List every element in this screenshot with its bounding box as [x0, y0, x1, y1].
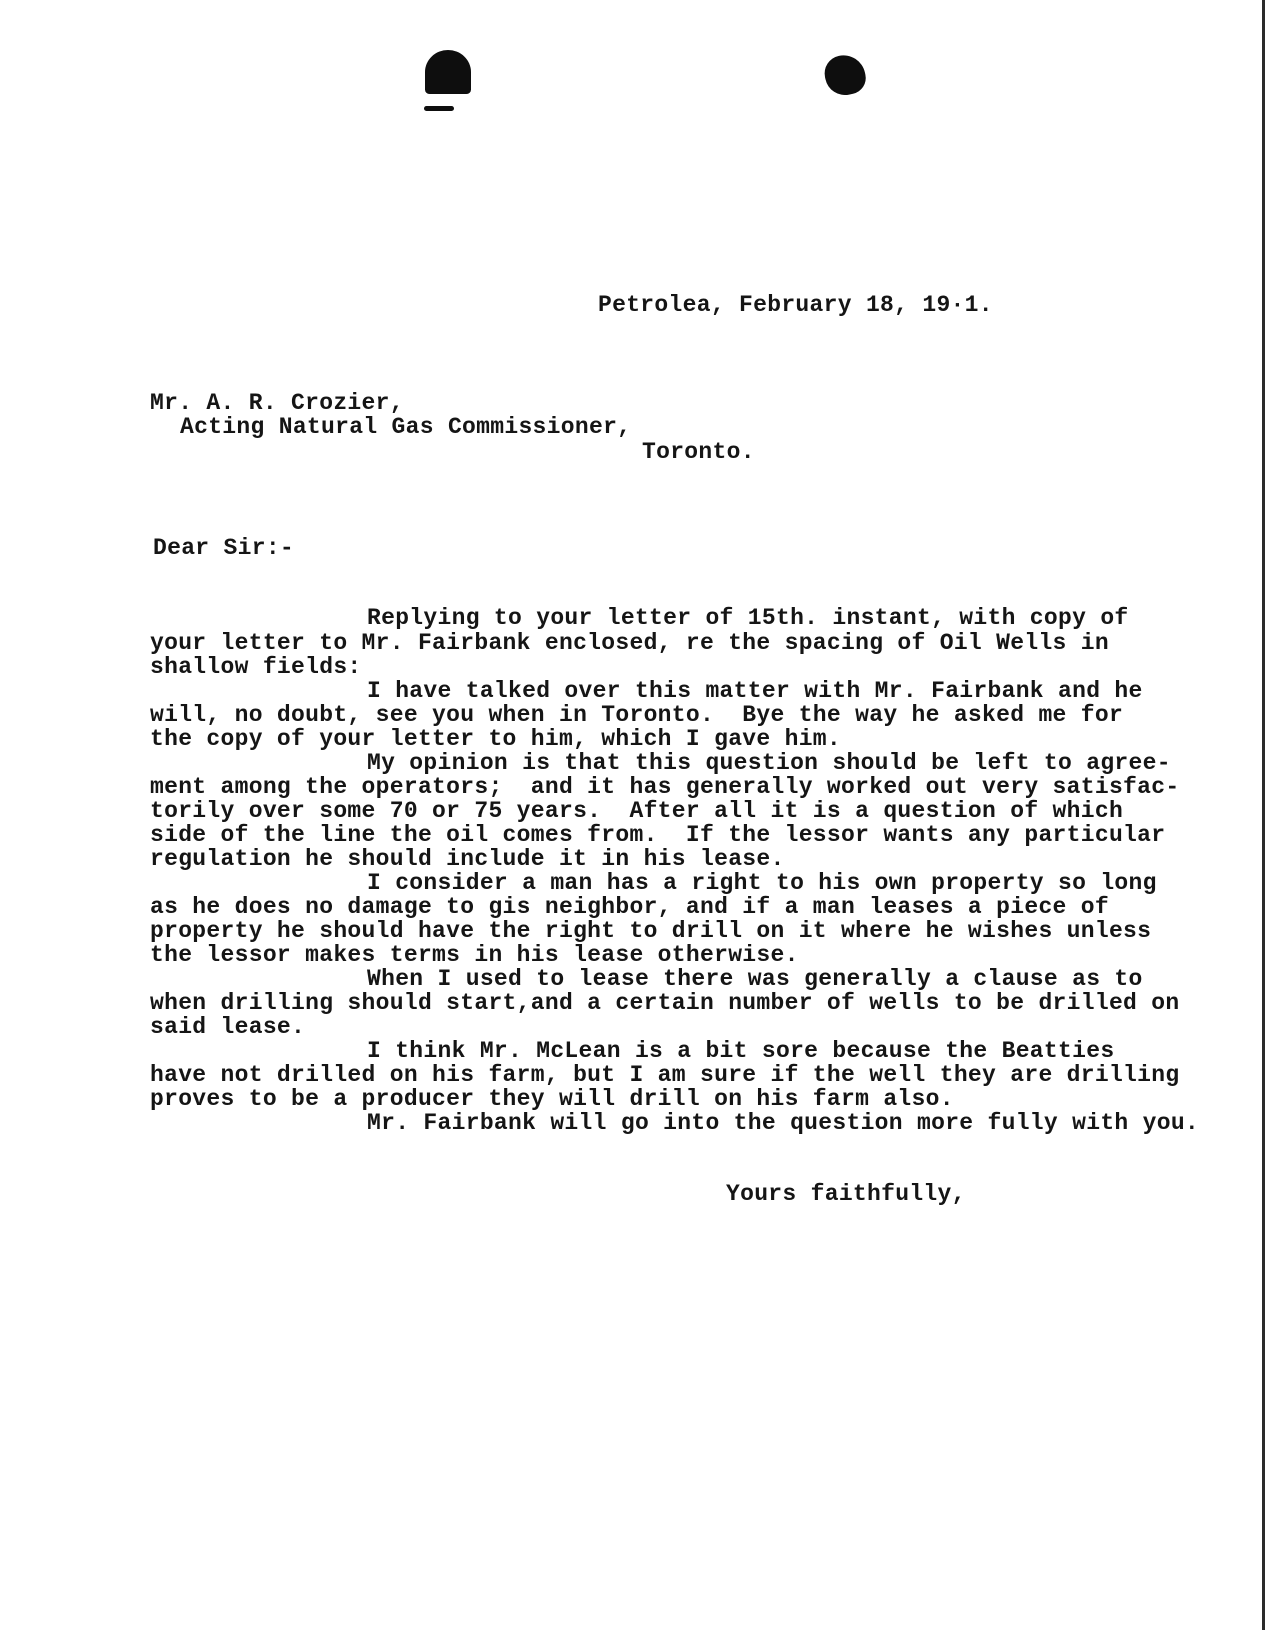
- punch-hole-mark: [424, 106, 454, 111]
- body-line: proves to be a producer they will drill on his farm also.: [150, 1086, 954, 1112]
- recipient-name: Mr. A. R. Crozier,: [150, 390, 404, 416]
- body-line: have not drilled on his farm, but I am sure if the well they are drilling: [150, 1062, 1180, 1088]
- body-line: the copy of your letter to him, which I gave him.: [150, 726, 842, 752]
- closing: Yours faithfully,: [726, 1181, 966, 1207]
- body-line: when drilling should start,and a certain number of wells to be drilled on: [150, 990, 1180, 1016]
- punch-hole-right: [821, 51, 868, 98]
- body-line: as he does no damage to gis neighbor, and if a man leases a piece of: [150, 894, 1109, 920]
- body-line: ment among the operators; and it has generally worked out very satisfac-: [150, 774, 1180, 800]
- body-line: the lessor makes terms in his lease otherwise.: [150, 942, 799, 968]
- body-line: My opinion is that this question should be left to agree-: [367, 750, 1171, 776]
- body-line: torily over some 70 or 75 years. After all it is a question of which: [150, 798, 1124, 824]
- body-line: property he should have the right to drill on it where he wishes unless: [150, 918, 1152, 944]
- recipient-city: Toronto.: [642, 439, 755, 465]
- body-line: said lease.: [150, 1014, 306, 1040]
- body-line: regulation he should include it in his lease.: [150, 846, 785, 872]
- body-line: shallow fields:: [150, 654, 362, 680]
- body-line: side of the line the oil comes from. If the lessor wants any particular: [150, 822, 1166, 848]
- body-line: Mr. Fairbank will go into the question more fully with you.: [367, 1110, 1200, 1136]
- body-line: When I used to lease there was generally a clause as to: [367, 966, 1143, 992]
- body-line: will, no doubt, see you when in Toronto. Bye the way he asked me for: [150, 702, 1124, 728]
- punch-hole-left: [425, 50, 471, 94]
- body-line: your letter to Mr. Fairbank enclosed, re the spacing of Oil Wells in: [150, 630, 1109, 656]
- dateline: Petrolea, February 18, 19·1.: [598, 292, 993, 318]
- body-line: Replying to your letter of 15th. instant, with copy of: [367, 605, 1129, 631]
- body-line: I have talked over this matter with Mr. Fairbank and he: [367, 678, 1143, 704]
- body-line: I think Mr. McLean is a bit sore because the Beatties: [367, 1038, 1115, 1064]
- recipient-title: Acting Natural Gas Commissioner,: [180, 414, 632, 440]
- salutation: Dear Sir:-: [153, 535, 295, 561]
- body-line: I consider a man has a right to his own property so long: [367, 870, 1157, 896]
